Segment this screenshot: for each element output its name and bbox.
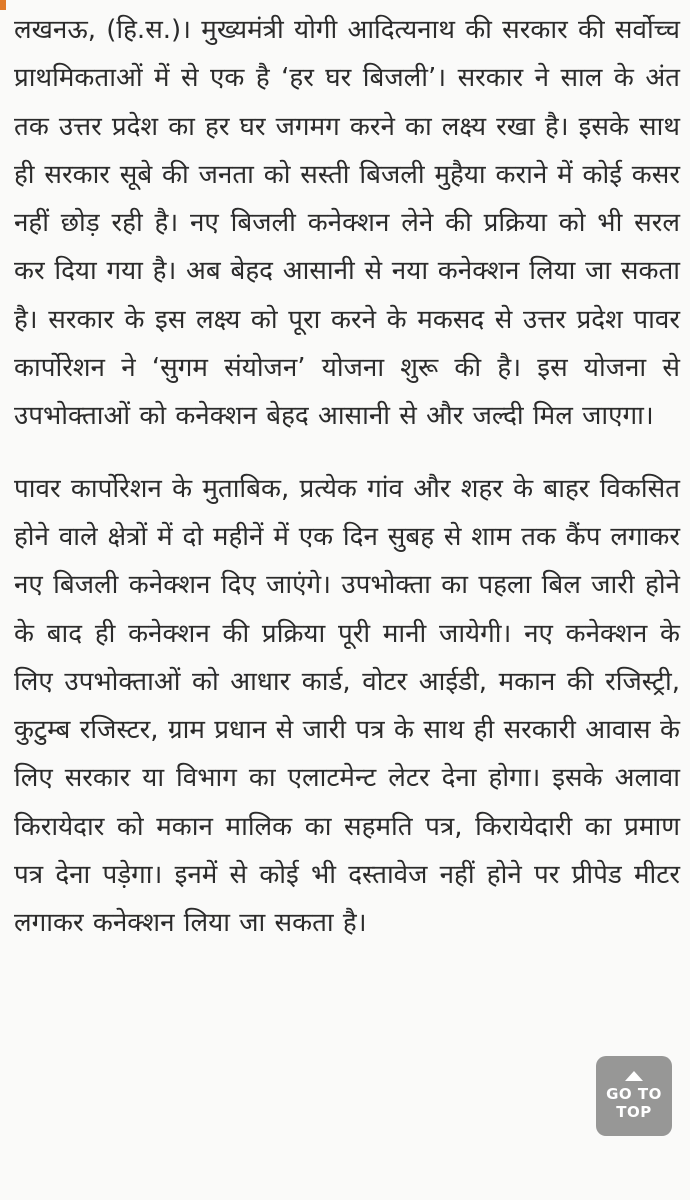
arrow-up-icon <box>625 1071 643 1081</box>
article-body <box>14 6 680 948</box>
accent-bar <box>0 0 6 10</box>
go-to-top-button[interactable] <box>596 1056 672 1136</box>
article-paragraph-2: पावर कार्पोरेशन के मुताबिक, प्रत्येक गांव और शहर के बाहर विकसित होने वाले क्षेत्रों में दो महीनें में एक दिन सुबह से शाम तक कैंप लगाकर नए बिजली कनेक्शन दिए जाएंगे। उपभोक्ता का पहला बिल जारी होने के बाद ही कनेक्शन की प्रक्रिया पूरी मानी जायेगी। नए कनेक्शन के लिए उपभोक्ताओं को आधार कार्ड, वोटर आईडी, मकान की रजिस्ट्री, कुटुम्ब रजिस्टर, ग्राम प्रधान से जारी पत्र के साथ ही सरकारी आवास के लिए सरकार या विभाग का एलाटमेन्ट लेटर देना होगा। इसके अलावा किरायेदार को मकान मालिक का सहमति पत्र, किरायेदारी का प्रमाण पत्र देना पड़ेगा। इनमें से कोई भी दस्तावेज नहीं होने पर प्रीपेड मीटर लगाकर कनेक्शन लिया जा सकता है। <box>14 473 680 939</box>
article-paragraph-1: लखनऊ, (हि.स.)। मुख्यमंत्री योगी आदित्यनाथ की सरकार की सर्वोच्च प्राथमिकताओं में से एक है ‘हर घर बिजली’। सरकार ने साल के अंत तक उत्तर प्रदेश का हर घर जगमग करने का लक्ष्य रखा है। इसके साथ ही सरकार सूबे की जनता को सस्ती बिजली मुहैया कराने में कोई कसर नहीं छोड़ रही है। नए बिजली कनेक्शन लेने की प्रक्रिया को भी सरल कर दिया गया है। अब बेहद आसानी से नया कनेक्शन लिया जा सकता है। सरकार के इस लक्ष्य को पूरा करने के मकसद से उत्तर प्रदेश पावर कार्पोरेशन ने ‘सुगम संयोजन’ योजना शुरू की है। इस योजना से उपभोक्ताओं को कनेक्शन बेहद आसानी से और जल्दी मिल जाएगा। <box>14 15 680 432</box>
go-to-top-label: GO TO TOP <box>606 1085 662 1121</box>
